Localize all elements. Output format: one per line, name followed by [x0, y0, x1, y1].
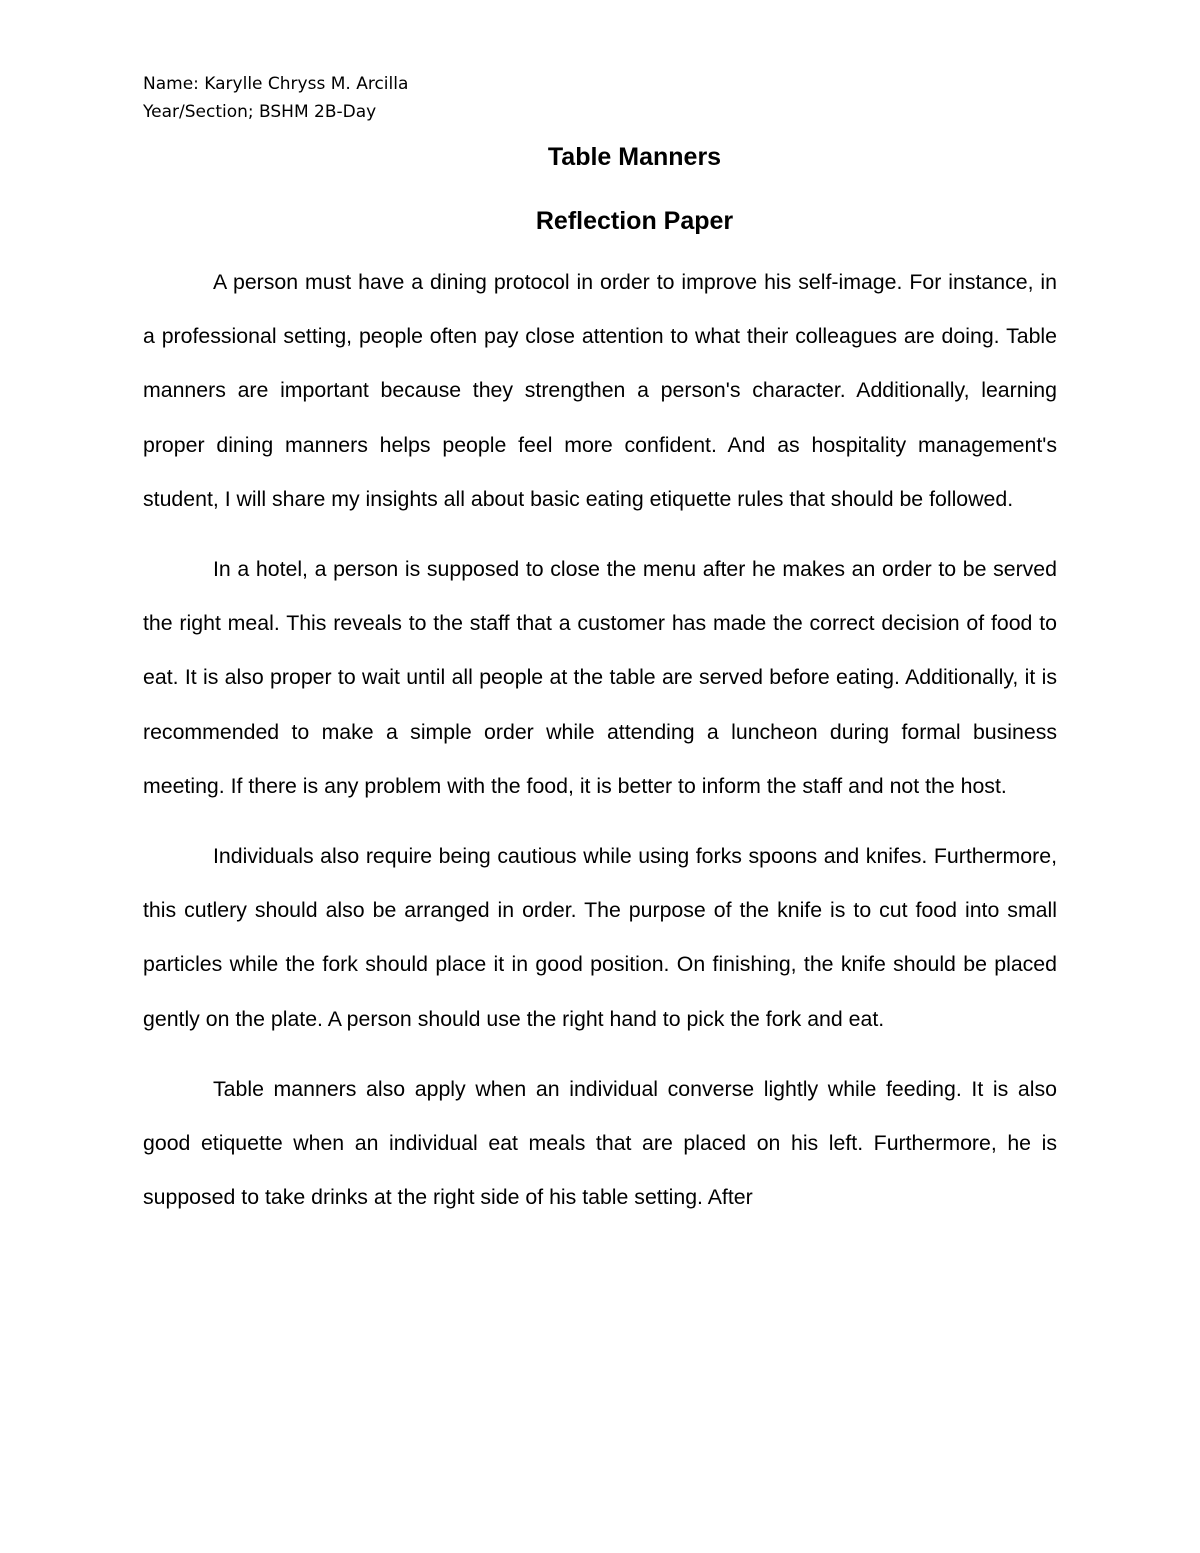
paragraph-2: In a hotel, a person is supposed to close the menu after he makes an order to be served the right meal. This reveals to the staff that a customer has made the correct decision of food to eat. It is also proper to wait until all people at the table are served before eating. Additionally, it is recommended to make a simple order while attending a luncheon during formal business meeting. If there is any problem with the food, it is better to inform the staff and not the host.: [143, 557, 1057, 798]
paragraph-4: Table manners also apply when an individual converse lightly while feeding. It is also good etiquette when an individual eat meals that are placed on his left. Furthermore, he is supposed to take drinks at the right side of his table setting. After: [143, 1076, 1057, 1210]
document-subtitle: Reflection Paper: [535, 207, 734, 235]
student-name: Name: Karylle Chryss M. Arcilla: [143, 74, 409, 94]
document-body: [143, 255, 1057, 1240]
paragraph-1: A person must have a dining protocol in order to improve his self-image. For instance, in a professional setting, people often pay close attention to what their colleagues are doing. Table manners are important because they strengthen a person's character. Additionally, learning proper dining manners helps people feel more confident. And as hospitality management's student, I will share my insights all about basic eating etiquette rules that should be followed.: [143, 270, 1057, 511]
document-title: Table Manners: [547, 143, 722, 171]
paragraph-3: Individuals also require being cautious while using forks spoons and knifes. Furthermore, this cutlery should also be arranged in order. The purpose of the knife is to cut food into small particles while the fork should place it in good position. On finishing, the knife should be placed gently on the plate. A person should use the right hand to pick the fork and eat.: [143, 844, 1057, 1031]
year-section: Year/Section; BSHM 2B-Day: [143, 102, 377, 122]
